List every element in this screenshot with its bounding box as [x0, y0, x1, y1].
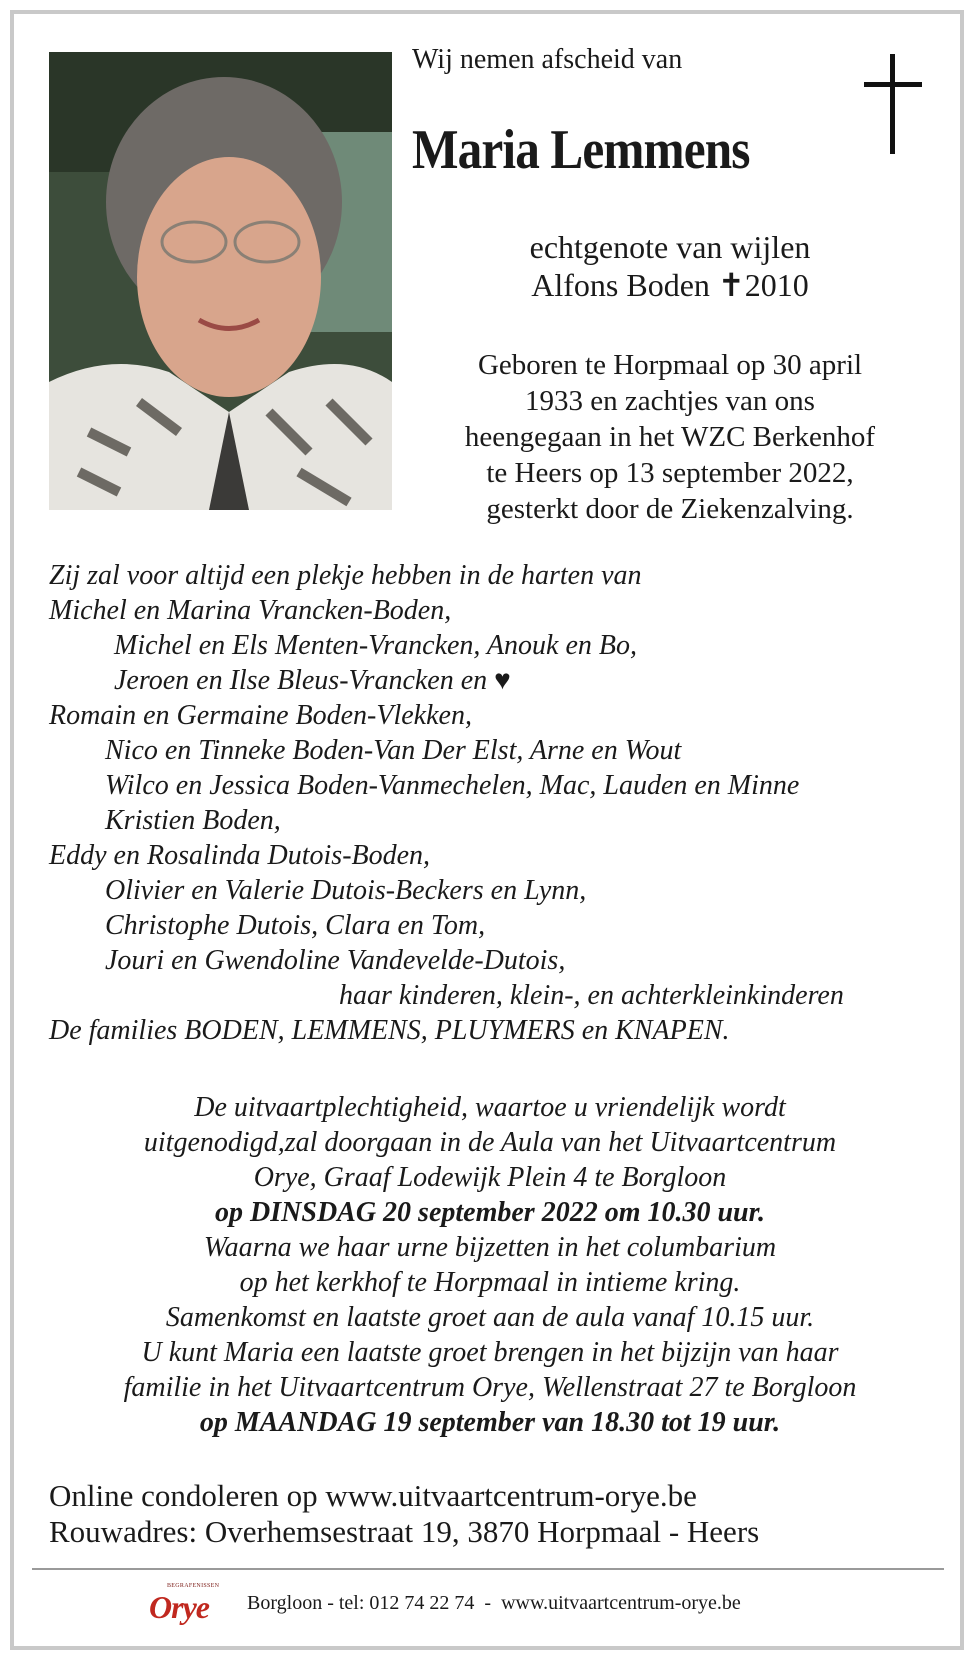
- family-line: Michel en Marina Vrancken-Boden,: [49, 595, 452, 626]
- family-line: Eddy en Rosalinda Dutois-Boden,: [49, 840, 431, 871]
- intro-text: Wij nemen afscheid van: [412, 44, 683, 75]
- family-line: Wilco en Jessica Boden-Vanmechelen, Mac, Lauden en Minne: [105, 770, 800, 801]
- birth-line: Geboren te Horpmaal op 30 april: [477, 349, 863, 381]
- family-list: [49, 558, 844, 1048]
- family-line: Jeroen en Ilse Bleus-Vrancken en ♥: [114, 665, 511, 696]
- spouse-line: Alfons Boden ✝2010: [531, 267, 809, 303]
- family-line: Olivier en Valerie Dutois-Beckers en Lynn,: [105, 875, 587, 906]
- family-line: Nico en Tinneke Boden-Van Der Elst, Arne en Wout: [105, 735, 682, 766]
- family-line: haar kinderen, klein-, en achterkleinkinderen: [339, 980, 844, 1011]
- ceremony-line: Samenkomst en laatste groet aan de aula vanaf 10.15 uur.: [165, 1302, 815, 1333]
- ceremony-line: uitgenodigd,zal doorgaan in de Aula van het Uitvaartcentrum: [143, 1127, 837, 1158]
- footer-separator: -: [484, 1591, 492, 1614]
- portrait-illustration: [49, 52, 392, 510]
- footer-divider: [32, 1568, 944, 1570]
- footer: [145, 1583, 741, 1623]
- family-line: Kristien Boden,: [105, 805, 281, 836]
- birth-death-info: [400, 347, 940, 527]
- logo-text: Orye: [149, 1589, 209, 1625]
- logo-subtext: BEGRAFENISSEN: [167, 1583, 220, 1589]
- contact-info: [49, 1478, 759, 1550]
- birth-line: gesterkt door de Ziekenzalving.: [486, 493, 854, 525]
- family-line: De families BODEN, LEMMENS, PLUYMERS en KNAPEN.: [49, 1015, 730, 1046]
- ceremony-info: [30, 1090, 950, 1440]
- ceremony-line: op het kerkhof te Horpmaal in intieme kring.: [239, 1267, 741, 1298]
- family-line: Christophe Dutois, Clara en Tom,: [105, 910, 486, 941]
- ceremony-line: familie in het Uitvaartcentrum Orye, Wellenstraat 27 te Borgloon: [123, 1372, 857, 1403]
- spouse-info: [400, 228, 940, 304]
- birth-line: te Heers op 13 september 2022,: [486, 457, 854, 489]
- family-line: Romain en Germaine Boden-Vlekken,: [49, 700, 472, 731]
- deceased-name: Maria Lemmens: [412, 119, 750, 181]
- ceremony-line: Waarna we haar urne bijzetten in het columbarium: [203, 1232, 777, 1263]
- family-line: Jouri en Gwendoline Vandevelde-Dutois,: [105, 945, 566, 976]
- birth-line: heengegaan in het WZC Berkenhof: [464, 421, 876, 453]
- cross-icon: [864, 54, 922, 154]
- footer-website[interactable]: www.uitvaartcentrum-orye.be: [501, 1591, 741, 1614]
- mourning-address: Rouwadres: Overhemsestraat 19, 3870 Horpmaal - Heers: [49, 1514, 760, 1549]
- ceremony-line: De uitvaartplechtigheid, waartoe u vriendelijk wordt: [194, 1092, 786, 1123]
- orye-logo: [145, 1583, 225, 1623]
- online-condolence: Online condoleren op www.uitvaartcentrum-orye.be: [49, 1478, 697, 1513]
- family-line: Michel en Els Menten-Vrancken, Anouk en Bo,: [114, 630, 637, 661]
- ceremony-date: op DINSDAG 20 september 2022 om 10.30 uur.: [215, 1197, 765, 1228]
- portrait-photo: [49, 52, 392, 510]
- birth-line: 1933 en zachtjes van ons: [525, 385, 815, 417]
- footer-location-phone: Borgloon - tel: 012 74 22 74: [247, 1591, 475, 1614]
- visitation-date: op MAANDAG 19 september van 18.30 tot 19 uur.: [199, 1407, 781, 1438]
- family-opening: Zij zal voor altijd een plekje hebben in de harten van: [49, 560, 642, 591]
- ceremony-line: U kunt Maria een laatste groet brengen in het bijzijn van haar: [141, 1337, 839, 1368]
- spouse-line: echtgenote van wijlen: [529, 229, 811, 265]
- ceremony-line: Orye, Graaf Lodewijk Plein 4 te Borgloon: [253, 1162, 727, 1193]
